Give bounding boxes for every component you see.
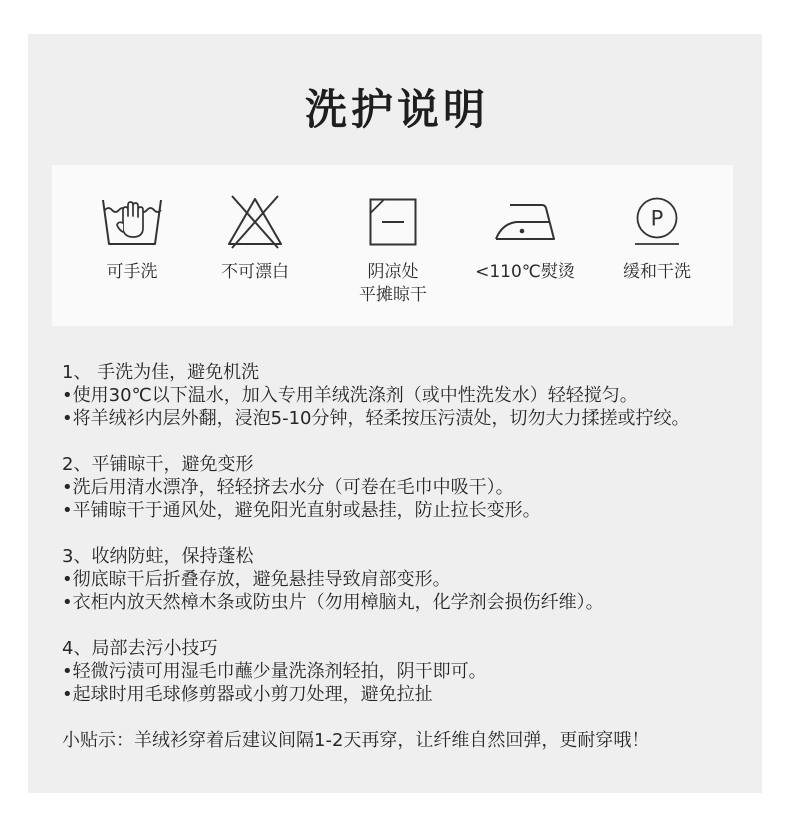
care-label-line: 平摊晾干: [359, 285, 427, 305]
hand-wash-icon: [72, 191, 192, 253]
dry-flat-in-shade-icon: [333, 191, 453, 253]
section-bullet: •起球时用毛球修剪器或小剪刀处理，避免拉扯: [62, 684, 433, 705]
section-bullet: •洗后用清水漂净，轻轻挤去水分（可卷在毛巾中吸干）。: [62, 477, 514, 498]
section-bullet: •衣柜内放天然樟木条或防虫片（勿用樟脑丸，化学剂会损伤纤维）。: [62, 592, 604, 613]
care-item-dry-clean: [597, 165, 717, 326]
care-label-no-bleach: [195, 261, 315, 284]
care-item-iron: [465, 165, 585, 326]
care-label-hand-wash: [72, 261, 192, 284]
care-item-dry-flat-shade: [333, 165, 453, 326]
section-heading: 1、 手洗为佳，避免机洗: [62, 362, 260, 383]
section-bullet: •平铺晾干于通风处，避免阳光直射或悬挂，防止拉长变形。: [62, 500, 541, 521]
instruction-section: [62, 545, 752, 614]
no-bleach-icon: [195, 191, 315, 253]
section-bullet: •轻微污渍可用湿毛巾蘸少量洗涤剂轻拍，阴干即可。: [62, 661, 487, 682]
care-label-line: <110℃熨烫: [475, 262, 575, 282]
care-instructions: [62, 361, 752, 752]
care-label-line: 可手洗: [106, 262, 158, 282]
iron-low-temp-icon: [465, 191, 585, 253]
care-label-dry-clean: [597, 261, 717, 284]
care-label-iron: [465, 261, 585, 284]
care-panel: [28, 34, 762, 793]
page-title: 洗护说明: [304, 85, 489, 134]
instruction-section: [62, 361, 752, 430]
section-heading: 3、收纳防蛀，保持蓬松: [62, 546, 254, 567]
gentle-dry-clean-icon: [597, 191, 717, 253]
care-label-dry-flat-shade: [333, 261, 453, 307]
care-item-no-bleach: [195, 165, 315, 326]
section-bullet: •彻底晾干后折叠存放，避免悬挂导致肩部变形。: [62, 569, 451, 590]
care-item-hand-wash: [72, 165, 192, 326]
care-label-line: 阴凉处: [367, 262, 419, 282]
section-heading: 4、局部去污小技巧: [62, 638, 218, 659]
dry-clean-symbol-letter: P: [650, 206, 664, 231]
care-label-line: 缓和干洗: [623, 262, 691, 282]
care-symbols-box: [52, 165, 733, 326]
instruction-section: [62, 453, 752, 522]
section-bullet: •使用30℃以下温水，加入专用羊绒洗涤剂（或中性洗发水）轻轻搅匀。: [62, 385, 638, 406]
care-label-line: 不可漂白: [221, 262, 289, 282]
care-tip: 小贴示：羊绒衫穿着后建议间隔1-2天再穿，让纤维自然回弹，更耐穿哦！: [62, 730, 650, 751]
section-bullet: •将羊绒衫内层外翻，浸泡5-10分钟，轻柔按压污渍处，切勿大力揉搓或拧绞。: [62, 408, 690, 429]
instruction-section: [62, 637, 752, 706]
section-heading: 2、平铺晾干，避免变形: [62, 454, 254, 475]
